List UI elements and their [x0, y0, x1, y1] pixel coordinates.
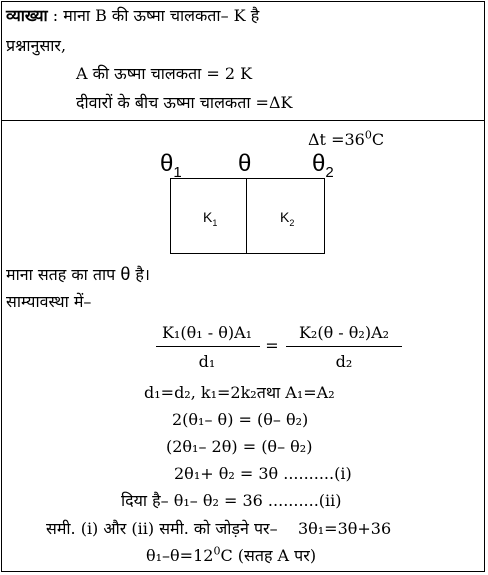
final-result: [146, 546, 316, 566]
equation-step-1: 2(θ₁– θ) = (θ– θ₂): [172, 410, 309, 429]
left-numerator: K₁(θ₁ - θ)A₁: [161, 323, 253, 342]
explanation-text: माना B की ऊष्मा चालकता– K है: [63, 6, 260, 25]
solution-frame: [1, 1, 485, 572]
explanation-label: व्याख्या: [6, 6, 48, 25]
equilibrium-line: साम्यावस्था में–: [6, 292, 92, 311]
equation-i: 2θ₁+ θ₂ = 3θ ..........(i): [174, 464, 352, 483]
surface-temp-end: है।: [135, 265, 150, 284]
wall-conductivity-line: दीवारों के बीच ऊष्मा चालकता =ΔK: [76, 93, 293, 112]
left-fraction-bar: [156, 346, 260, 347]
k2-symbol: K: [280, 209, 290, 225]
equation-addition: [46, 519, 391, 539]
theta2-symbol: θ: [312, 150, 326, 177]
dt-degree: 0: [364, 128, 372, 142]
k2-label: [280, 207, 294, 227]
final-unit: C (सतह A पर): [220, 546, 317, 565]
section-divider: [1, 120, 485, 121]
surface-temperature-line: [6, 264, 150, 285]
explanation-colon: :: [52, 6, 59, 25]
surface-theta: θ: [120, 264, 131, 284]
theta1-subscript: 1: [173, 163, 182, 181]
k1-subscript: 1: [212, 217, 218, 228]
left-denominator: d₁: [198, 352, 216, 371]
temperature-difference-label: [308, 130, 384, 150]
fraction-equals: =: [265, 336, 279, 355]
theta-label: θ: [238, 150, 252, 177]
surface-temp-text: माना सतह का ताप: [6, 265, 116, 284]
theta1-label: [160, 150, 182, 181]
right-denominator: d₂: [335, 352, 353, 371]
explanation-line: [6, 6, 259, 26]
theta2-label: [312, 150, 334, 181]
wall-diagram: [170, 178, 325, 254]
equation-conditions: d₁=d₂, k₁=2k₂तथा A₁=A₂: [144, 383, 335, 402]
theta2-subscript: 2: [325, 163, 334, 181]
theta1-symbol: θ: [160, 150, 174, 177]
conductivity-a-line: A की ऊष्मा चालकता = 2 K: [76, 64, 253, 83]
right-numerator: K₂(θ - θ₂)A₂: [298, 323, 390, 342]
k2-subscript: 2: [289, 217, 295, 228]
final-value: θ₁–θ=12: [146, 546, 214, 565]
equation-ii: दिया है– θ₁– θ₂ = 36 ..........(ii): [121, 491, 342, 510]
addition-text: समी. (i) और (ii) समी. को जोड़ने पर–: [46, 519, 278, 538]
equation-step-2: (2θ₁– 2θ) = (θ– θ₂): [166, 437, 313, 456]
wall-separator: [246, 178, 247, 254]
k1-symbol: K: [203, 209, 213, 225]
addition-result: 3θ₁=3θ+36: [297, 519, 392, 538]
final-degree: 0: [213, 544, 221, 558]
according-to-question: प्रश्नानुसार,: [6, 36, 67, 55]
k1-label: [203, 207, 217, 227]
dt-unit: C: [371, 130, 385, 149]
dt-value: Δt =36: [308, 130, 365, 149]
right-fraction-bar: [286, 346, 402, 347]
